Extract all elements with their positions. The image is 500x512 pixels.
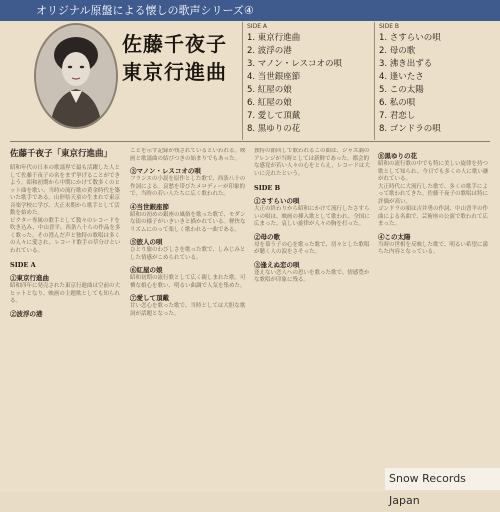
track-item: 4. 逢いたさ: [379, 72, 424, 82]
side-a-tracklist: [242, 22, 375, 140]
paragraph: フランスの小説を原作とした歌で、西条八十の作詞による。哀愁を帯びたメロディーが印象的で、当時の若い人たちに広く歌われた。: [130, 176, 246, 197]
song-heading: ②母の歌: [254, 232, 280, 241]
track-item: 4. 当世銀座節: [247, 72, 301, 82]
notes-column-3: [254, 148, 372, 492]
song-heading: ①東京行進曲: [10, 274, 49, 282]
paragraph: ビクター専属の歌手として数々のレコードを吹き込み、中山晋平、西条八十らの作品を多く歌った。その澄んだ声と独特の歌唱は多くの人々に愛され、レコード歌手の草分けといわれている。: [10, 217, 121, 254]
notes-column-1: [10, 148, 124, 492]
song-heading: ⑧黒ゆりの花: [378, 152, 417, 160]
cover-title: [122, 30, 230, 86]
notes-column-4: [378, 148, 490, 492]
track-item: 2. 波浮の港: [247, 46, 292, 56]
album-title: 東京行進曲: [122, 60, 227, 84]
track-item: 3. マノン・レスコオの唄: [247, 59, 342, 69]
song-heading: ①さすらいの唄: [254, 197, 300, 205]
paragraph: 独特の節回しで歌われるこの曲は、ジャズ調のアレンジが当時としては新鮮であった。都会的な感覚が若い人々の心をとらえ、レコードは大いに売れたという。: [254, 148, 370, 177]
track-item: 5. この太陽: [379, 85, 424, 95]
paragraph: 大正の終わりから昭和にかけて流行したさすらいの唄は、映画の挿入歌として歌われ、全国に広まった。哀しい旋律が人々の胸を打った。: [254, 206, 370, 227]
side-b-label: SIDE B: [379, 23, 400, 30]
side-b-heading: SIDE B: [254, 184, 281, 192]
side-b-tracklist: [374, 22, 500, 140]
artist-name: 佐藤千夜子: [122, 32, 227, 56]
series-banner: [0, 0, 500, 21]
paragraph: 甘い恋心を歌った歌で、当時としては大胆な歌詞が話題となった。: [130, 303, 246, 317]
side-a-heading: SIDE A: [10, 261, 36, 269]
track-item: 7. 愛して頂戴: [247, 111, 301, 121]
track-item: 2. 母の歌: [379, 46, 416, 56]
track-item: 1. さすらいの唄: [379, 33, 441, 43]
watermark-text: Snow Records Japan: [389, 472, 466, 507]
track-item: 7. 君恋し: [379, 111, 416, 121]
track-item: 6. 私の唄: [379, 98, 416, 108]
side-a-label: SIDE A: [247, 23, 268, 30]
paragraph: 当時の世相を反映した歌で、明るい希望に満ちた内容となっている。: [378, 241, 488, 255]
paragraph: 母を慕う子の心を歌った歌で、切々とした歌唱が聴く人の涙をさそった。: [254, 241, 370, 255]
paragraph: 逢えない恋人への思いを歌った歌で、情感豊かな歌唱が印象に残る。: [254, 269, 370, 283]
portrait-photo: [36, 25, 116, 127]
paragraph: 昭和の初めの銀座の風俗を歌った歌で、モダンな街の様子がいきいきと描かれている。軽快なリズムにのって楽しく歌われる一曲である。: [130, 211, 246, 233]
track-item: 8. ゴンドラの唄: [379, 124, 441, 134]
paragraph: 昭和年代の日本の歌謡界で最も活躍した人として佐藤千夜子の名をまず挙げることができよう。昭和初期から中期にかけて数多くのヒット曲を歌い、当時の流行歌の黄金時代を築いた歌手である。山形県天童の生まれで東京音楽学校に学び、大正末期から歌手として活動を始めた。: [10, 165, 121, 216]
paragraph: ことを示す記録が残されているといわれる。映画と歌謡曲の結びつきの始まりでもあった。: [130, 148, 246, 162]
track-item: 6. 紅屋の娘: [247, 98, 292, 108]
store-watermark: [385, 468, 500, 507]
paragraph: 昭和四年に発売された東京行進曲は空前の大ヒットとなり、映画の主題歌としても知られる。: [10, 283, 121, 304]
track-item: 3. 沸き出ずる: [379, 59, 433, 69]
track-item: 8. 黒ゆりの花: [247, 124, 301, 134]
tracklist: [234, 22, 500, 142]
song-heading: ③マノン・レスコオの唄: [130, 167, 201, 175]
notes-column-2: [130, 148, 248, 492]
song-heading: ②波浮の港: [10, 309, 43, 318]
song-heading: ③逢えぬ恋の唄: [254, 260, 300, 269]
track-item: 5. 紅屋の娘: [247, 85, 292, 95]
song-heading: ⑤旅人の唄: [130, 238, 163, 246]
series-banner-text: オリジナル原盤による懐しの歌声シリーズ④: [36, 4, 254, 17]
paragraph: 大正時代に大流行した歌で、多くの歌手によって歌われてきた。佐藤千夜子の歌唱は特に評価が高い。: [378, 183, 489, 205]
section-divider: [10, 141, 490, 142]
liner-notes-body: [10, 148, 490, 492]
song-heading: ⑦愛して頂戴: [130, 294, 169, 302]
song-heading: ⑥紅屋の娘: [130, 266, 163, 274]
paragraph: 昭和の流行歌の中でも特に美しい旋律を持つ歌として知られ、今日でも多くの人に歌い継がれている。: [378, 161, 489, 182]
paragraph: 昭和初期の流行歌として広く親しまれた歌。可憐な娘心を歌い、明るい曲調で人気を集めた。: [130, 275, 246, 289]
paragraph: ひとり旅のわびしさを歌った歌で、しみじみとした情感がこめられている。: [130, 247, 246, 261]
track-item: 1. 東京行進曲: [247, 33, 301, 43]
paragraph: ゴンドラの唄は吉井勇の作詞、中山晋平の作曲による名曲で、芸術座の公演で歌われて広まった。: [378, 206, 489, 227]
article-title: 佐藤千夜子「東京行進曲」: [10, 149, 113, 159]
song-heading: ④この太陽: [378, 232, 411, 241]
artist-portrait: [34, 23, 118, 129]
song-heading: ④当世銀座節: [130, 202, 169, 211]
